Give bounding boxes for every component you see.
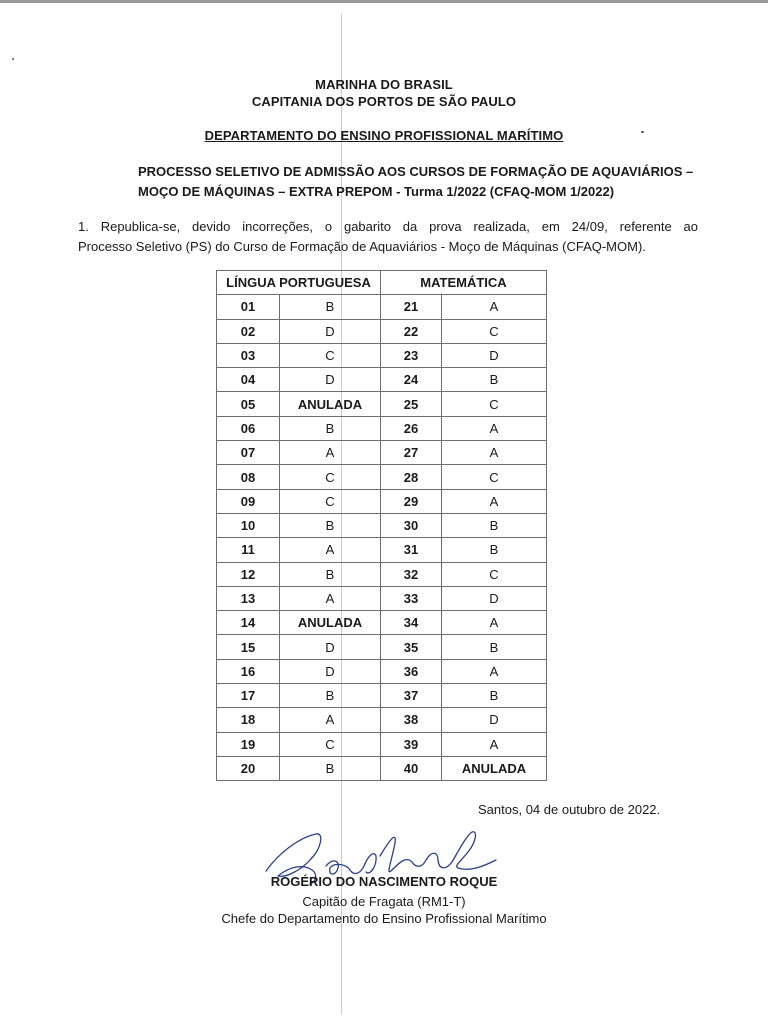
- question-number: 12: [217, 562, 280, 586]
- answer-cell: ANULADA: [442, 756, 547, 780]
- question-number: 19: [217, 732, 280, 756]
- signer-rank: Capitão de Fragata (RM1-T): [302, 894, 466, 909]
- answer-cell: B: [280, 295, 381, 319]
- question-number: 32: [381, 562, 442, 586]
- answer-cell: ANULADA: [280, 392, 381, 416]
- header-unit: CAPITANIA DOS PORTOS DE SÃO PAULO: [251, 94, 517, 109]
- table-row: [217, 465, 547, 489]
- answer-cell: D: [280, 659, 381, 683]
- question-number: 39: [381, 732, 442, 756]
- answer-key-body: [217, 295, 547, 781]
- table-row: [217, 319, 547, 343]
- question-number: 07: [217, 441, 280, 465]
- question-number: 20: [217, 756, 280, 780]
- table-row: [217, 489, 547, 513]
- answer-cell: A: [442, 441, 547, 465]
- question-number: 08: [217, 465, 280, 489]
- answer-cell: B: [442, 513, 547, 537]
- question-number: 11: [217, 538, 280, 562]
- answer-cell: A: [280, 708, 381, 732]
- header-math: MATEMÁTICA: [381, 271, 547, 295]
- table-row: [217, 684, 547, 708]
- answer-cell: D: [442, 343, 547, 367]
- answer-cell: D: [442, 586, 547, 610]
- answer-cell: C: [442, 562, 547, 586]
- answer-cell: C: [442, 392, 547, 416]
- question-number: 27: [381, 441, 442, 465]
- question-number: 02: [217, 319, 280, 343]
- department-label: DEPARTAMENTO DO ENSINO PROFISSIONAL MARÍTIMO: [204, 128, 564, 143]
- question-number: 23: [381, 343, 442, 367]
- table-row: [217, 295, 547, 319]
- question-number: 24: [381, 368, 442, 392]
- question-number: 10: [217, 513, 280, 537]
- answer-cell: B: [442, 538, 547, 562]
- signer-name: ROGÉRIO DO NASCIMENTO ROQUE: [270, 874, 498, 889]
- answer-cell: D: [280, 368, 381, 392]
- question-number: 15: [217, 635, 280, 659]
- title-line-2: MOÇO DE MÁQUINAS – EXTRA PREPOM - Turma 1/2022 (CFAQ-MOM 1/2022): [138, 184, 615, 199]
- header-department: [0, 128, 768, 143]
- answer-cell: B: [442, 684, 547, 708]
- answer-cell: C: [442, 465, 547, 489]
- question-number: 31: [381, 538, 442, 562]
- question-number: 37: [381, 684, 442, 708]
- answer-cell: B: [280, 513, 381, 537]
- scan-edge: [0, 0, 768, 3]
- question-number: 14: [217, 611, 280, 635]
- answer-cell: B: [280, 684, 381, 708]
- question-number: 33: [381, 586, 442, 610]
- question-number: 36: [381, 659, 442, 683]
- table-row: [217, 635, 547, 659]
- question-number: 01: [217, 295, 280, 319]
- signer-role: Chefe do Departamento do Ensino Profissional Marítimo: [221, 911, 547, 926]
- scan-speck: [12, 58, 14, 60]
- answer-cell: C: [280, 465, 381, 489]
- question-number: 34: [381, 611, 442, 635]
- answer-cell: D: [280, 635, 381, 659]
- question-number: 29: [381, 489, 442, 513]
- question-number: 18: [217, 708, 280, 732]
- answer-cell: A: [442, 416, 547, 440]
- answer-cell: A: [280, 441, 381, 465]
- question-number: 17: [217, 684, 280, 708]
- answer-cell: B: [280, 756, 381, 780]
- table-row: [217, 343, 547, 367]
- document-title: [138, 162, 698, 202]
- header-org: MARINHA DO BRASIL: [315, 77, 453, 92]
- table-row: [217, 562, 547, 586]
- answer-cell: D: [280, 319, 381, 343]
- title-line-1: PROCESSO SELETIVO DE ADMISSÃO AOS CURSOS DE FORMAÇÃO DE AQUAVIÁRIOS –: [138, 164, 694, 179]
- question-number: 03: [217, 343, 280, 367]
- answer-cell: A: [280, 586, 381, 610]
- answer-cell: A: [442, 489, 547, 513]
- answer-cell: D: [442, 708, 547, 732]
- answer-cell: A: [442, 295, 547, 319]
- question-number: 38: [381, 708, 442, 732]
- table-row: [217, 732, 547, 756]
- answer-cell: C: [280, 732, 381, 756]
- answer-cell: A: [280, 538, 381, 562]
- answer-cell: A: [442, 732, 547, 756]
- question-number: 28: [381, 465, 442, 489]
- table-row: [217, 708, 547, 732]
- question-number: 16: [217, 659, 280, 683]
- question-number: 13: [217, 586, 280, 610]
- table-row: [217, 368, 547, 392]
- answer-cell: B: [280, 416, 381, 440]
- table-row: [217, 513, 547, 537]
- question-number: 21: [381, 295, 442, 319]
- header-portuguese: LÍNGUA PORTUGUESA: [217, 271, 381, 295]
- question-number: 25: [381, 392, 442, 416]
- answer-cell: A: [442, 659, 547, 683]
- question-number: 09: [217, 489, 280, 513]
- answer-cell: B: [442, 368, 547, 392]
- answer-cell: A: [442, 611, 547, 635]
- table-row: [217, 659, 547, 683]
- question-number: 04: [217, 368, 280, 392]
- table-row: [217, 756, 547, 780]
- answer-cell: B: [280, 562, 381, 586]
- table-row: [217, 538, 547, 562]
- table-row: [217, 441, 547, 465]
- question-number: 40: [381, 756, 442, 780]
- answer-key-table: [216, 270, 547, 781]
- table-header-row: [217, 271, 547, 295]
- question-number: 05: [217, 392, 280, 416]
- question-number: 22: [381, 319, 442, 343]
- table-row: [217, 416, 547, 440]
- answer-cell: C: [442, 319, 547, 343]
- document-date: Santos, 04 de outubro de 2022.: [478, 802, 661, 817]
- answer-cell: ANULADA: [280, 611, 381, 635]
- paragraph-line-1: 1. Republica-se, devido incorreções, o gabarito da prova realizada, em 24/09, referente ao: [78, 219, 698, 234]
- notice-paragraph: [78, 217, 698, 257]
- question-number: 30: [381, 513, 442, 537]
- table-row: [217, 611, 547, 635]
- question-number: 06: [217, 416, 280, 440]
- table-row: [217, 586, 547, 610]
- answer-cell: B: [442, 635, 547, 659]
- question-number: 26: [381, 416, 442, 440]
- answer-cell: C: [280, 343, 381, 367]
- answer-cell: C: [280, 489, 381, 513]
- table-row: [217, 392, 547, 416]
- paragraph-line-2: Processo Seletivo (PS) do Curso de Formação de Aquaviários - Moço de Máquinas (CFAQ-MOM).: [78, 239, 646, 254]
- question-number: 35: [381, 635, 442, 659]
